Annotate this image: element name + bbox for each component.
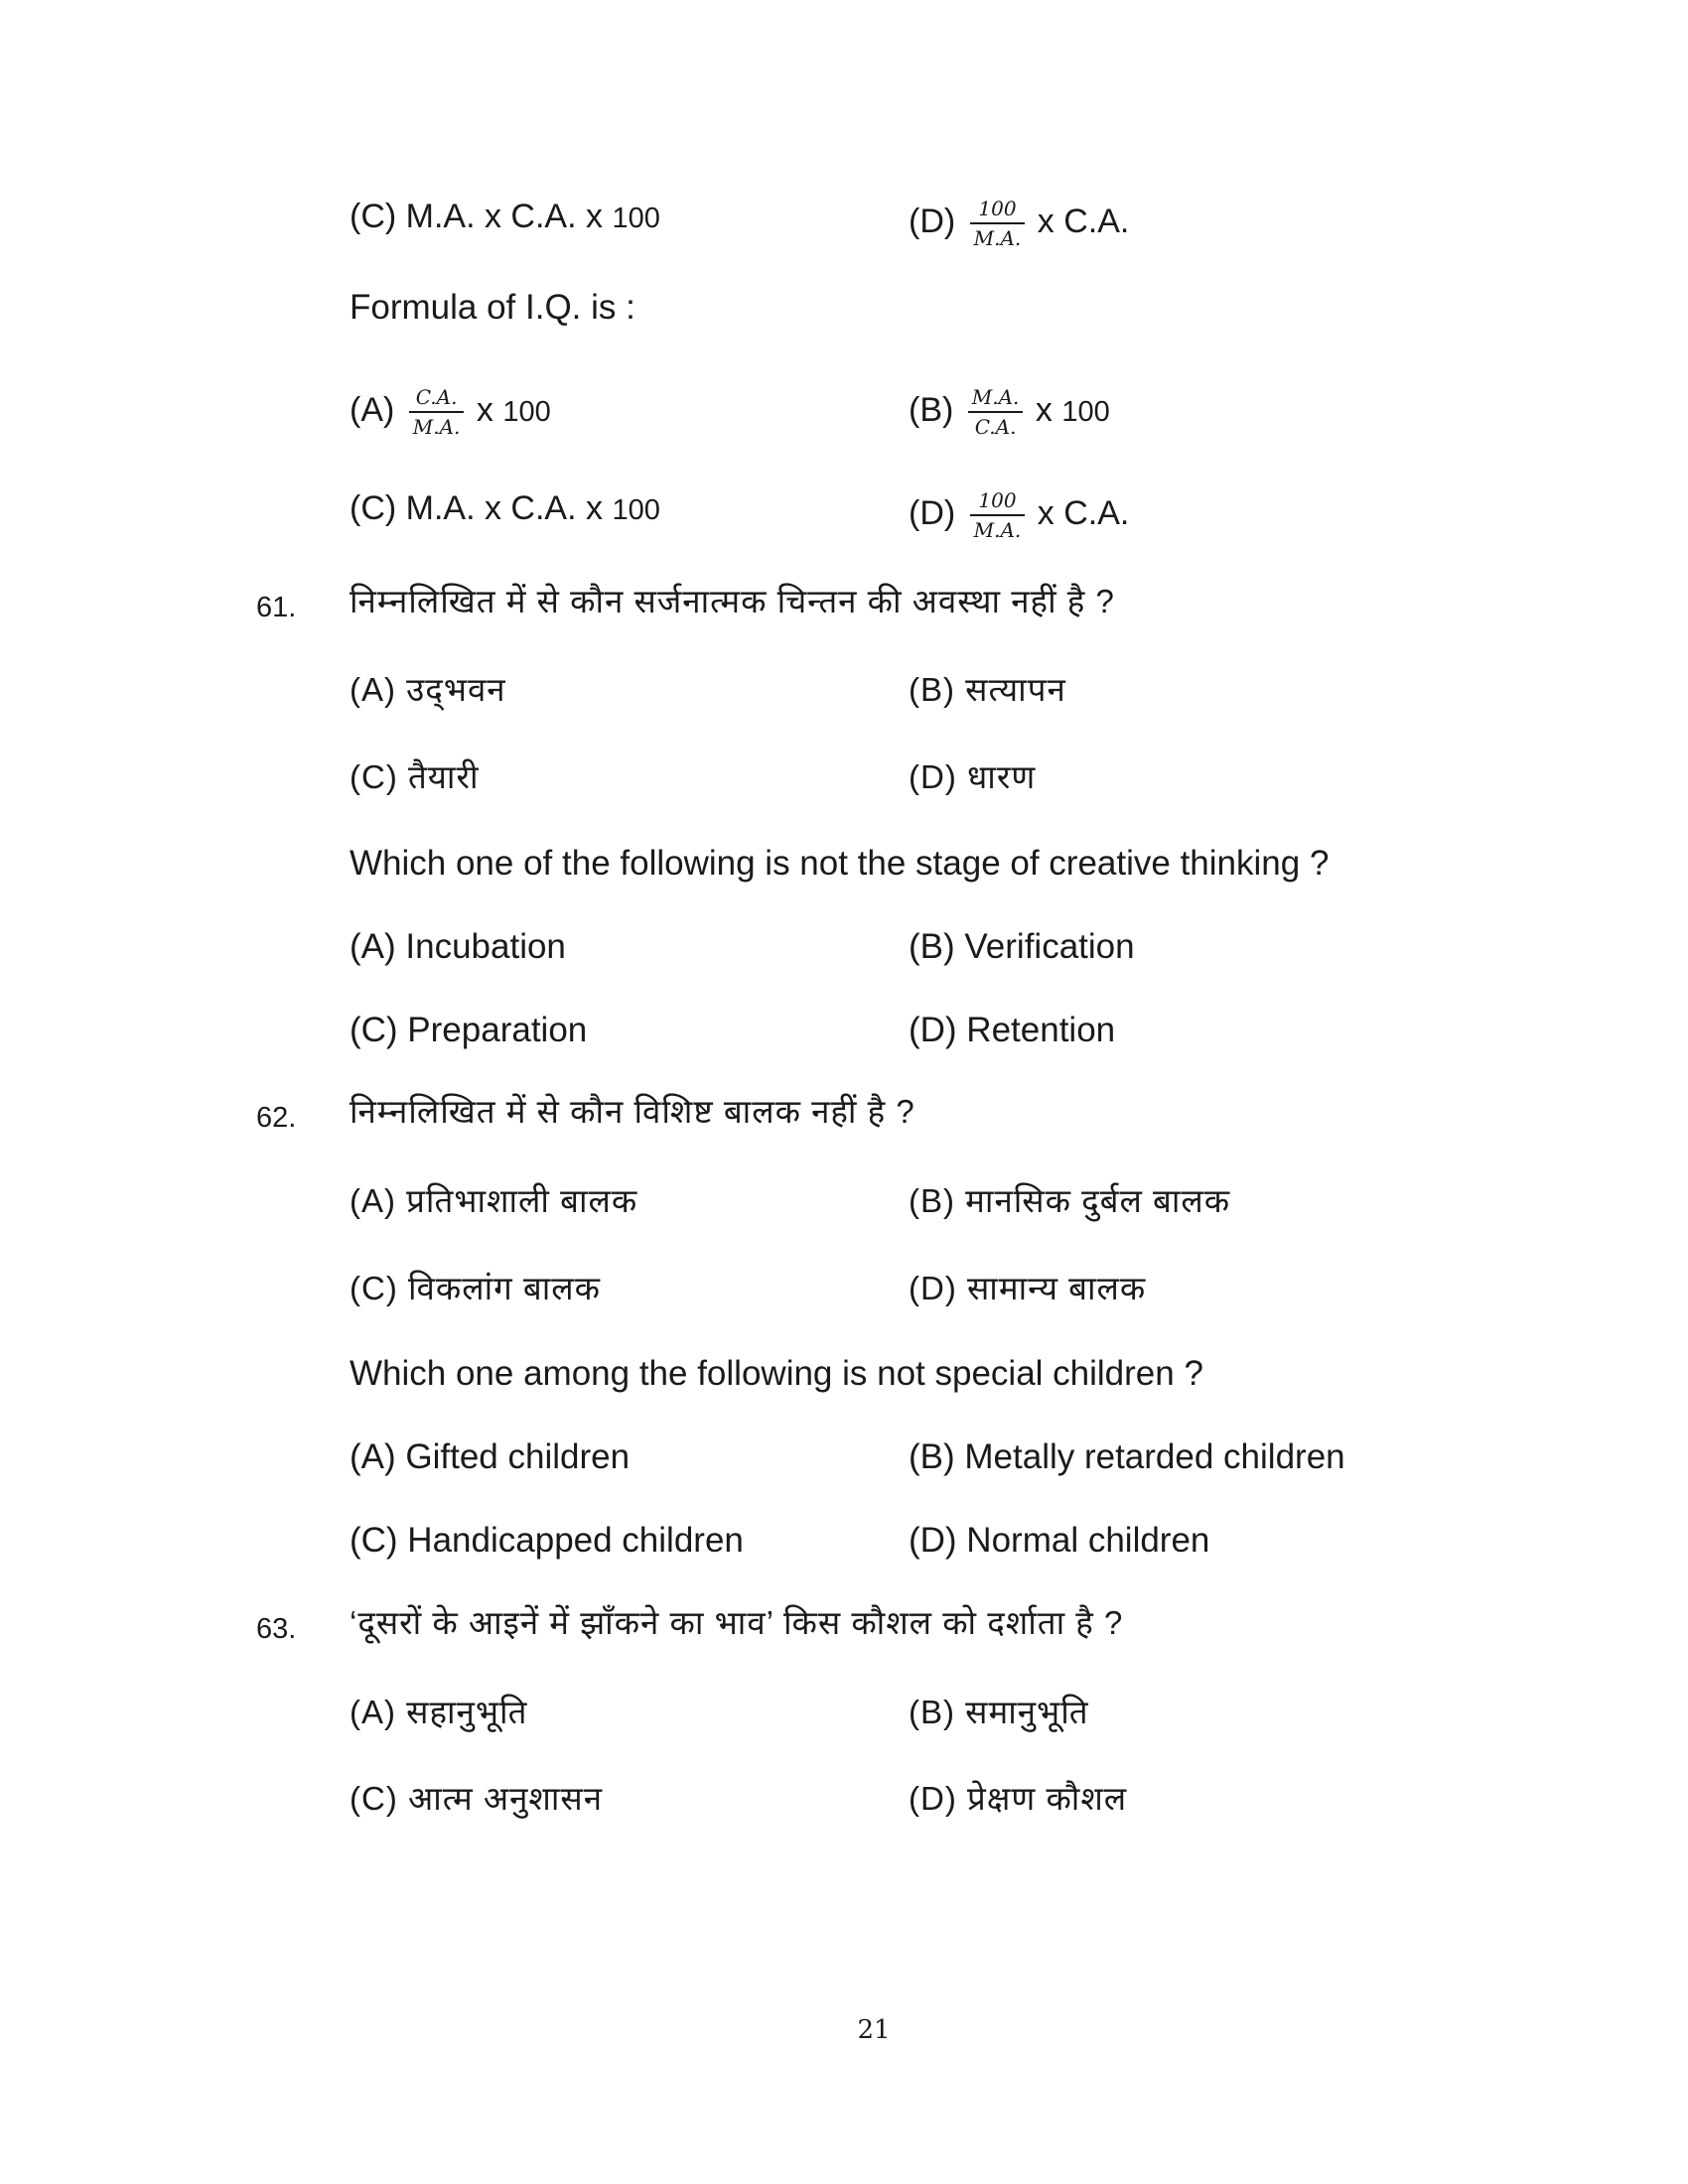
q62-english-option-d: (D) Normal children: [909, 1521, 1210, 1560]
q60-option-d: (D) $\frac{100}{M.A.}$ x C.A.: [909, 488, 1130, 542]
q62-english-option-b: (B) Metally retarded children: [909, 1437, 1345, 1476]
fraction: $\frac{100}{M.A.}$: [970, 197, 1026, 250]
q62-english-text: Which one among the following is not special children ?: [350, 1354, 1203, 1393]
q61-hindi-option-a: (A) उद्‌भवन: [350, 671, 506, 708]
q61-english-option-a: (A) Incubation: [350, 927, 566, 966]
fraction: $\frac{C.A.}{M.A.}$: [409, 385, 465, 439]
q62-hindi-option-d: (D) सामान्य बालक: [909, 1270, 1147, 1306]
q62-hindi-text: निम्नलिखित में से कौन विशिष्ट बालक नहीं है ?: [350, 1093, 915, 1130]
q60-option-b: (B) $\frac{M.A.}{C.A.}$ x 100: [909, 385, 1110, 439]
q62-hindi-option-a: (A) प्रतिभाशाली बालक: [350, 1182, 638, 1219]
q62-number: 62.: [256, 1102, 297, 1134]
fraction: $\frac{100}{M.A.}$: [970, 488, 1026, 542]
q61-english-text: Which one of the following is not the stage of creative thinking ?: [350, 844, 1330, 883]
q61-hindi-option-c: (C) तैयारी: [350, 758, 480, 795]
q62-hindi-option-b: (B) मानसिक दुर्बल बालक: [909, 1182, 1231, 1219]
q60-prev-option-c: (C) M.A. x C.A. x 100: [350, 198, 660, 235]
q60-option-c: (C) M.A. x C.A. x 100: [350, 489, 660, 527]
q63-hindi-text: ‘दूसरों के आइनें में झाँकने का भाव’ किस कौशल को दर्शाता है ?: [350, 1604, 1124, 1641]
q63-hindi-option-d: (D) प्रेक्षण कौशल: [909, 1780, 1128, 1817]
q62-english-option-a: (A) Gifted children: [350, 1437, 631, 1476]
page-number: 21: [857, 2015, 891, 2045]
q62-hindi-option-c: (C) विकलांग बालक: [350, 1270, 601, 1306]
fraction: $\frac{M.A.}{C.A.}$: [968, 385, 1024, 439]
q61-hindi-text: निम्नलिखित में से कौन सर्जनात्मक चिन्तन की अवस्था नहीं है ?: [350, 583, 1115, 619]
q63-hindi-option-a: (A) सहानुभूति: [350, 1694, 528, 1730]
q61-english-option-b: (B) Verification: [909, 927, 1135, 966]
q61-hindi-option-b: (B) सत्यापन: [909, 671, 1066, 708]
q63-hindi-option-c: (C) आत्म अनुशासन: [350, 1780, 604, 1817]
q60-prev-option-d: (D) $\frac{100}{M.A.}$ x C.A.: [909, 197, 1130, 250]
q62-english-option-c: (C) Handicapped children: [350, 1521, 744, 1560]
q61-hindi-option-d: (D) धारण: [909, 758, 1037, 795]
q61-english-option-d: (D) Retention: [909, 1011, 1116, 1049]
q63-number: 63.: [256, 1613, 297, 1645]
q61-number: 61.: [256, 592, 297, 623]
q63-hindi-option-b: (B) समानुभूति: [909, 1694, 1089, 1730]
q60-english-text: Formula of I.Q. is :: [350, 288, 635, 327]
q61-english-option-c: (C) Preparation: [350, 1011, 588, 1049]
q60-option-a: (A) $\frac{C.A.}{M.A.}$ x 100: [350, 385, 551, 439]
